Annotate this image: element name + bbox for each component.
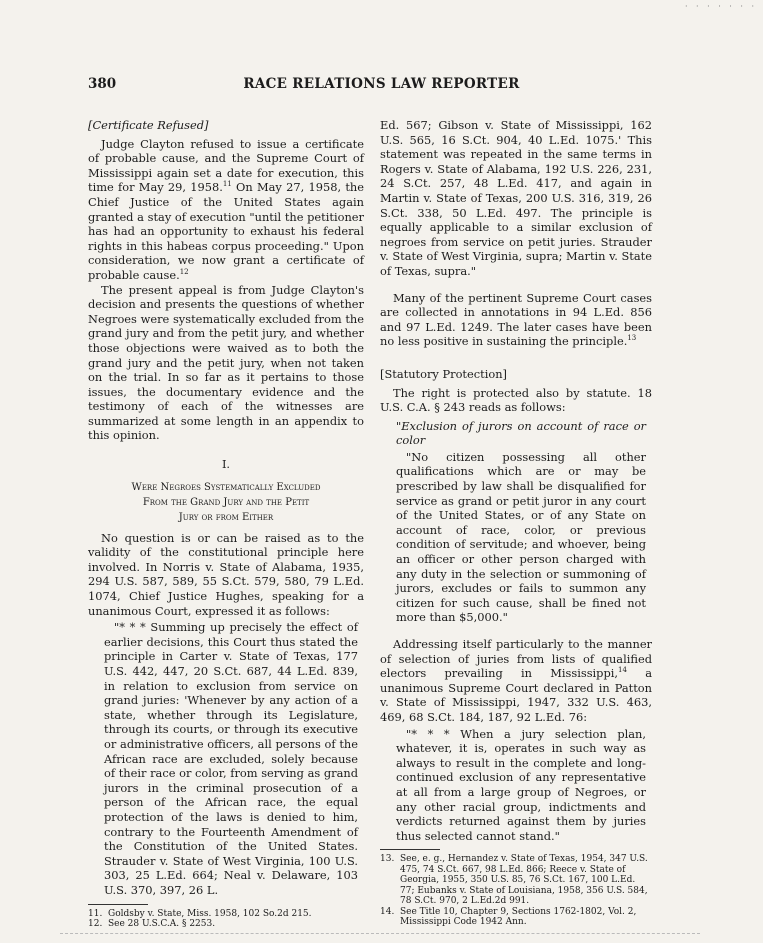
section-caption: Were Negroes Systematically Excluded From the Grand Jury and the Petit Jury or from Either: [131, 481, 321, 523]
heading-statutory-protection: [Statutory Protection]: [380, 366, 507, 381]
heading-certificate-refused: [Certificate Refused]: [88, 118, 209, 132]
footnote: 13. See, e. g., Hernandez v. State of Texas, 1954, 347 U.S. 475, 74 S.Ct. 667, 98 L.Ed. 866; Reece v. State of Georgia, 1955, 350 U.S. 85, 76 S.Ct. 167, 100 L.Ed. 77; Eubanks v. State of Louisiana, 1958, 356 U.S. 584, 78 S.Ct. 970, 2 L.Ed.2d 991.: [380, 854, 648, 907]
footnote: 11. Goldsby v. State, Miss. 1958, 102 So.2d 215.: [88, 908, 312, 919]
footnote: 14. See Title 10, Chapter 9, Sections 1762-1802, Vol. 2, Mississippi Code 1942 Ann.: [380, 906, 637, 928]
quote-heading: "Exclusion of jurors on account of race or color: [396, 418, 646, 448]
paragraph: The present appeal is from Judge Clayton's decision and presents the questions of whether Negroes were systematically excluded from the grand jury and from the petit jury, and whether those objections were waived as to both the grand jury and the petit jury, when not taken on the trial. In so far as it pertains to those issues, the documentary evidence and the testimony of each of the witnesses are summarized at some length in an appendix to this opinion.: [88, 282, 364, 443]
page-number: 380: [88, 76, 117, 92]
paragraph: Addressing itself particularly to the manner of selection of juries from lists of qualified electors prevailing in Mississippi,$^{14}$ a unanimous Supreme Court declared in Patton v. State of Mississippi, 1947, 332 U.S. 463, 469, 68 S.Ct. 184, 187, 92 L.Ed. 76:: [380, 637, 652, 724]
section-number: I.: [221, 457, 231, 472]
paragraph: The right is protected also by statute. 18 U.S. C.A. § 243 reads as follows:: [380, 385, 652, 415]
block-quote: "* * * When a jury selection plan, whatever, it is, operates in such way as always to result in the complete and long-continued exclusion of any representative at all from a large group of Negroes, or any other racial group, indictments and verdicts returned against them by juries thus selected cannot stand.": [396, 726, 646, 843]
footnote-ref: 11: [222, 180, 232, 189]
footnote-ref: 12: [179, 268, 189, 277]
scan-edge-dots: · · · · · · ·: [684, 2, 757, 11]
left-column: [88, 118, 364, 930]
footnote-rule: [380, 849, 440, 850]
scan-bottom-edge: [60, 933, 700, 934]
paragraph: No question is or can be raised as to the validity of the constitutional principle here involved. In Norris v. State of Alabama, 1935, 294 U.S. 587, 589, 55 S.Ct. 579, 580, 79 L.Ed. 1074, Chief Justice Hughes, speaking for a unanimous Court, expressed it as follows:: [88, 530, 364, 618]
running-header: [0, 76, 763, 96]
paragraph: Many of the pertinent Supreme Court cases are collected in annotations in 94 L.Ed. 856 and 97 L.Ed. 1249. The later cases have been no less positive in sustaining the principle.$^{13}$: [380, 290, 652, 349]
footnote-ref: 13: [627, 334, 637, 343]
block-quote: "No citizen possessing all other qualifications which are or may be prescribed by law shall be disqualified for service as grand or petit juror in any court of the United States, or of any State on account of race, color, or previous condition of servitude; and whoever, being an officer or other person charged with any duty in the selection or summoning of jurors, excludes or fails to summon any citizen for such cause, shall be fined not more than $5,000.": [396, 449, 646, 625]
right-column: [380, 118, 652, 928]
block-quote: "* * * Summing up precisely the effect of earlier decisions, this Court thus stated the principle in Carter v. State of Texas, 177 U.S. 442, 447, 20 S.Ct. 687, 44 L.Ed. 839, in relation to exclusion from service on grand juries: 'Whenever by any action of a state, whether through its Legislature, through its courts, or through its executive or administrative officers, all persons of the African race are excluded, solely because of their race or color, from serving as grand jurors in the criminal prosecution of a person of the African race, the equal protection of the laws is denied to him, contrary to the Fourteenth Amendment of the Constitution of the United States. Strauder v. State of West Virginia, 100 U.S. 303, 25 L.Ed. 664; Neal v. Delaware, 103 U.S. 370, 397, 26 L.: [104, 620, 358, 897]
header-title: RACE RELATIONS LAW REPORTER: [243, 76, 520, 92]
paragraph: Judge Clayton refused to issue a certificate of probable cause, and the Supreme Court of Mississippi again set a date for execution, this time for May 29, 1958.11 On May 27, 1958, the Chief Justice of the United States again granted a stay of execution "until the petitioner has had an opportunity to exhaust his federal rights in this habeas corpus proceeding." Upon consideration, we now grant a certificate of probable cause.$^{12}$: [88, 136, 364, 282]
footnote: 12. See 28 U.S.C.A. § 2253.: [88, 919, 216, 929]
footnote-ref: 14: [618, 666, 627, 675]
footnote-rule: [88, 904, 148, 905]
paragraph: Ed. 567; Gibson v. State of Mississippi, 162 U.S. 565, 16 S.Ct. 904, 40 L.Ed. 1075.' This statement was repeated in the same terms in Rogers v. State of Alabama, 192 U.S. 226, 231, 24 S.Ct. 257, 48 L.Ed. 417, and again in Martin v. State of Texas, 200 U.S. 316, 319, 26 S.Ct. 338, 50 L.Ed. 497. The principle is equally applicable to a similar exclusion of negroes from service on petit juries. Strauder v. State of West Virginia, supra; Martin v. State of Texas, supra.": [380, 118, 652, 278]
